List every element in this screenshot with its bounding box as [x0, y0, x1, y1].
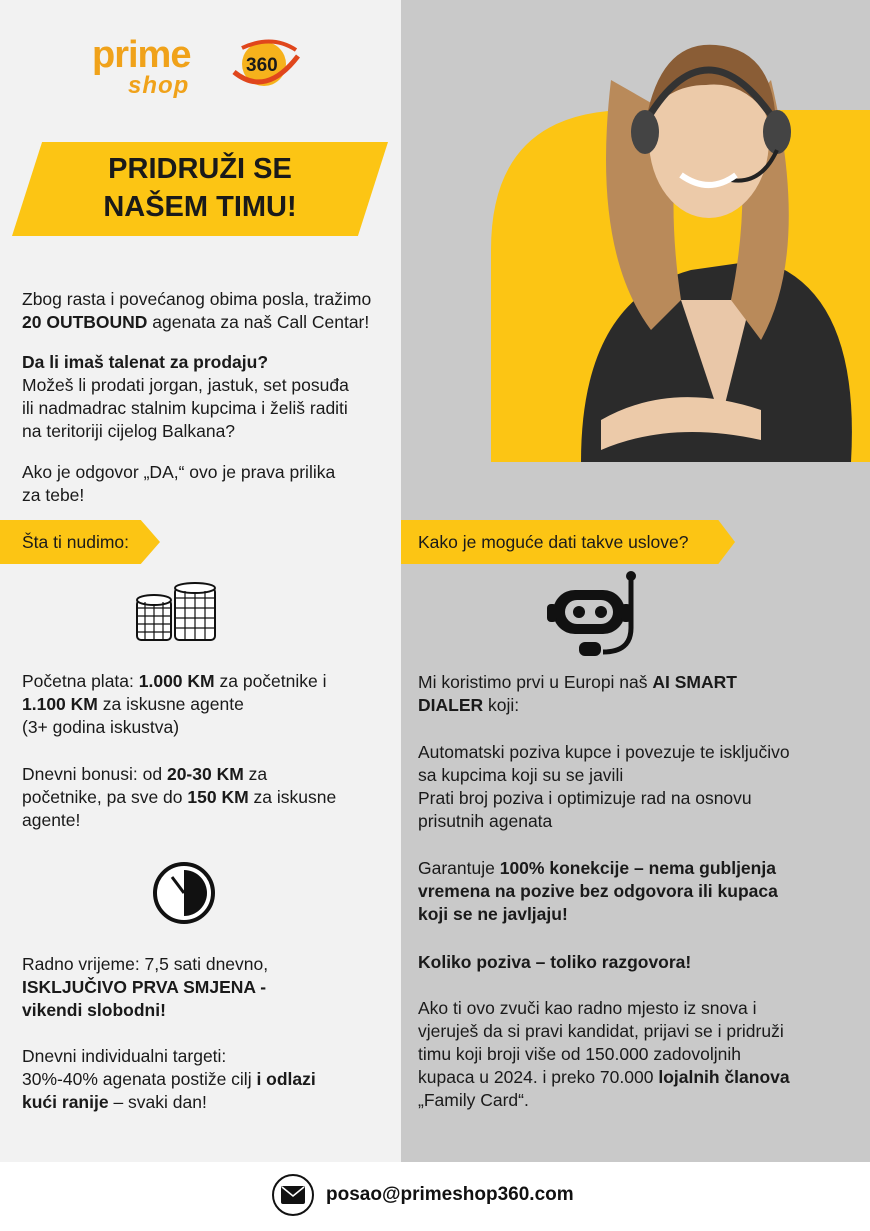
intro-p3-line-1: Ako je odgovor „DA,“ ovo je prava prilika: [22, 462, 336, 482]
bonus-text-3: za iskusne: [248, 787, 337, 807]
how-p3-bold-1: 100% konekcije – nema gubljenja: [499, 858, 776, 878]
how-paragraph-4: [418, 951, 863, 974]
headline-line-2: NAŠEM TIMU!: [103, 191, 297, 223]
footer-email-link[interactable]: posao@primeshop360.com: [326, 1184, 574, 1205]
agent-photo: [431, 0, 870, 462]
intro-paragraph-1: [22, 288, 392, 334]
hours-text: Radno vrijeme: 7,5 sati dnevno,: [22, 954, 269, 974]
offer-targets: [22, 1045, 397, 1114]
how-paragraph-2: [418, 741, 863, 833]
how-p2-line-2: sa kupcima koji su se javili: [418, 765, 624, 785]
salary-text-2: za iskusne agente: [97, 694, 244, 714]
intro-p3-line-2: za tebe!: [22, 485, 85, 505]
how-p5-line-2: vjeruješ da si pravi kandidat, prijavi se i pridruži: [418, 1021, 784, 1041]
hours-shift: ISKLJUČIVO PRVA SMJENA -: [22, 977, 267, 997]
bonus-text-1: za: [243, 764, 268, 784]
how-ai-smart: AI SMART: [652, 672, 737, 692]
how-p1-rest: koji:: [483, 695, 520, 715]
intro-p1-line-1: Zbog rasta i povećanog obima posla, tražimo: [22, 289, 372, 309]
offer-salary: [22, 670, 397, 739]
how-p5-line-1: Ako ti ovo zvuči kao radno mjesto iz snova i: [418, 998, 757, 1018]
bonus-text-2: početnike, pa sve do: [22, 787, 188, 807]
how-dialer: DIALER: [418, 695, 484, 715]
salary-label: Početna plata:: [22, 671, 139, 691]
targets-early: kući ranije: [22, 1092, 109, 1112]
how-p3-bold-3: koji se ne javljaju!: [418, 904, 568, 924]
coins-icon: [135, 582, 219, 642]
how-loyal-members: lojalnih članova: [658, 1067, 790, 1087]
how-p2-line-1: Automatski poziva kupce i povezuje te isključivo: [418, 742, 790, 762]
how-p5-line-3: timu koji broji više od 150.000 zadovoljnih: [418, 1044, 741, 1064]
how-slogan: Koliko poziva – toliko razgovora!: [418, 952, 692, 972]
how-paragraph-3: [418, 857, 863, 926]
targets-label: Dnevni individualni targeti:: [22, 1046, 227, 1066]
intro-p2-line-2: ili nadmadrac stalnim kupcima i želiš raditi: [22, 398, 348, 418]
how-p3-text: Garantuje: [418, 858, 500, 878]
bonus-beginner: 20-30 KM: [166, 764, 244, 784]
how-p5-line-4: kupaca u 2024. i preko 70.000: [418, 1067, 659, 1087]
intro-paragraph-3: [22, 461, 392, 507]
hours-weekends: vikendi slobodni!: [22, 1000, 166, 1020]
how-p2-line-3: Prati broj poziva i optimizuje rad na osnovu: [418, 788, 752, 808]
targets-text-2: – svaki dan!: [108, 1092, 207, 1112]
how-p1-text: Mi koristimo prvi u Europi naš: [418, 672, 653, 692]
intro-p2-line-3: na teritoriji cijelog Balkana?: [22, 421, 236, 441]
mail-icon[interactable]: [272, 1174, 314, 1216]
how-tag-label: Kako je moguće dati takve uslove?: [418, 532, 689, 552]
bonus-text-4: agente!: [22, 810, 81, 830]
bonus-experienced: 150 KM: [187, 787, 249, 807]
logo-globe-icon: [232, 38, 300, 94]
intro-paragraph-2: [22, 351, 397, 443]
how-p3-bold-2: vremena na pozive bez odgovora ili kupaca: [418, 881, 778, 901]
intro-p2-line-1: Možeš li prodati jorgan, jastuk, set posuđa: [22, 375, 349, 395]
how-paragraph-5: [418, 997, 863, 1112]
how-p2-line-4: prisutnih agenata: [418, 811, 553, 831]
offer-bonus: [22, 763, 397, 832]
headline-line-1: PRIDRUŽI SE: [108, 153, 292, 185]
how-paragraph-1: [418, 671, 858, 717]
logo-prime-text: prime: [92, 34, 191, 76]
salary-text-1: za početnike i: [214, 671, 327, 691]
targets-leave: i odlazi: [256, 1069, 316, 1089]
headline-banner: [12, 150, 388, 226]
offer-tag-label: Šta ti nudimo:: [22, 532, 129, 552]
salary-text-3: (3+ godina iskustva): [22, 717, 180, 737]
logo-360-text: 360: [246, 55, 278, 76]
primeshop-logo: [92, 34, 322, 100]
logo-shop-text: shop: [128, 72, 190, 99]
robot-headset-icon: [545, 568, 645, 662]
intro-question: Da li imaš talenat za prodaju?: [22, 352, 269, 372]
salary-experienced: 1.100 KM: [22, 694, 98, 714]
intro-outbound-count: 20 OUTBOUND: [22, 312, 148, 332]
salary-beginner: 1.000 KM: [138, 671, 215, 691]
intro-p1-rest: agenata za naš Call Centar!: [147, 312, 370, 332]
offer-hours: [22, 953, 397, 1022]
how-family-card: „Family Card“.: [418, 1090, 529, 1110]
bonus-label: Dnevni bonusi: od: [22, 764, 167, 784]
clock-icon: [152, 861, 216, 925]
targets-text-1: 30%-40% agenata postiže cilj: [22, 1069, 257, 1089]
intro-p1-line-2: [22, 311, 392, 334]
